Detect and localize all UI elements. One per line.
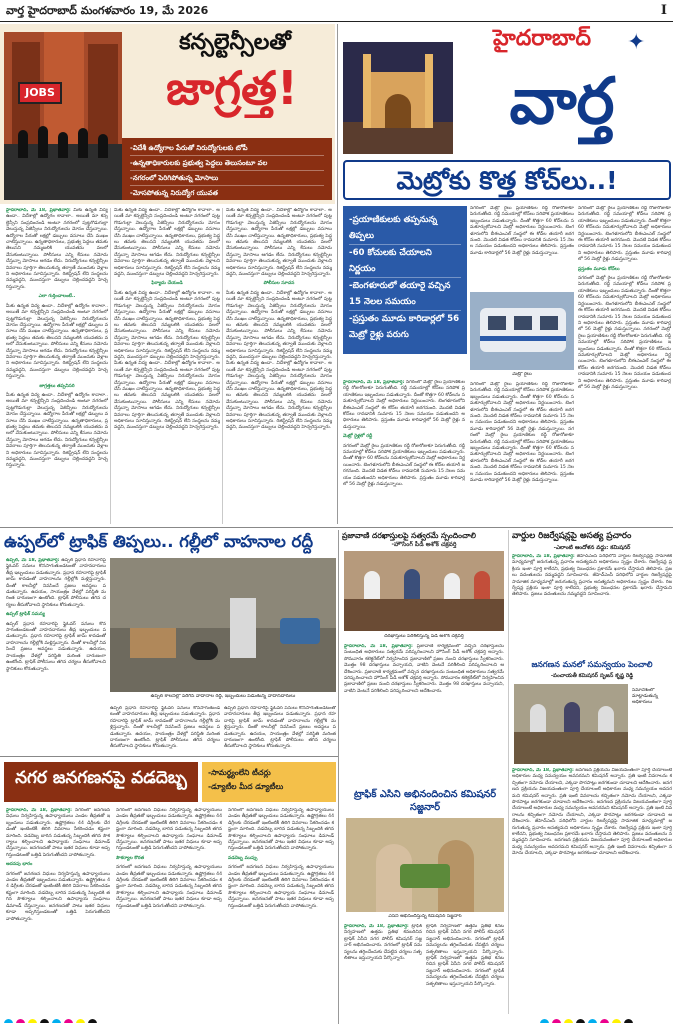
uppal-traffic-photo <box>110 558 336 692</box>
story5-col1 <box>344 924 422 1012</box>
story2-subhead: ప్రస్తుతం మూడు కోచ్‌లు <box>578 266 620 272</box>
story6-body2-block <box>512 768 672 1012</box>
story7-subhead: వడదెబ్బ ముప్పు <box>228 855 258 861</box>
story3-body: ఉప్పల్ ప్రధాన రహదారిపై ఫ్లైఓవర్ పనులు కొనసాగుతుండటంతో వాహనదారులు తీవ్ర ఇబ్బందులు పడుతున్నారు. ప్రధాన రహదారిపై ట్రాఫిక్ జామ్ కావడంతో వాహనాలను గల్లీల్లోకి మళ్లిస్తున్నారు. దీంతో కాలనీల్లో నివసించే ప్రజలు అవస్థలు పడుతున్నారు. ఉదయం, సాయంత్రం వేళల్లో పరిస్థితి మరింత దారుణంగా ఉంటోంది. ట్రాఫిక్ పోలీసులు తగిన చర్యలు తీసుకోవాలని స్థానికులు కోరుతున్నారు. <box>6 558 106 608</box>
story1-body: మీకు ఉన్నత విద్య ఉందా.. విదేశాల్లో ఉద్యోగం కావాలా.. అయితే మా కన్సల్టెన్సీని సంప్రదించండి అంటూ నగరంలో పుట్టగొడుగుల్లా వెలుస్తున్న ఏజెన్సీలు నిరుద్యోగులను మోసం చేస్తున్నాయి. ఉద్యోగాల పేరుతో లక్షల్లో డబ్బులు వసూలు చేసి ముఖం చాటేస్తున్నాయి. ఉన్నతాధికారులు, ప్రభుత్వ పెద్దలు తమకు తెలుసని నమ్మబలికి యువతను వలలో వేసుకుంటున్నాయి. పోలీసులు ఎన్ని కేసులు నమోదు చేస్తున్నా మోసాలు ఆగడం లేదు. నిరుద్యోగులు కన్సల్టెన్సీల వివరాలు పూర్తిగా తెలుసుకున్న తర్వాతే ముందుకు వెళ్లాలని అధికారులు సూచిస్తున్నారు. రిజిస్ట్రేషన్ లేని సంస్థలను నమ్మవద్దని, ముందస్తుగా డబ్బులు చెల్లించవద్దని హెచ్చరిస్తున్నారు. <box>6 208 108 290</box>
story4-body: ప్రజావాణి కార్యక్రమంలో వచ్చిన దరఖాస్తులను సంబంధిత అధికారులు సత్వరమే పరిష్కరించాలని హౌసింగ్ పీడీ అశోక్ చక్రవర్తి అన్నారు. సోమవారం కలెక్టరేట్‌లో నిర్వహించిన ప్రజావాణిలో ప్రజల నుంచి దరఖాస్తులు స్వీకరించారు. మొత్తం 98 దరఖాస్తులు వచ్చాయని, వాటిని వెంటనే పరిశీలించి పరిష్కరించాలని ఆదేశించారు. <box>344 644 504 675</box>
story7-bullet: -సామర్థ్యంలేని టీచర్లు <box>208 768 271 777</box>
story1-kicker: కన్సల్టెన్సీలతో <box>179 30 291 55</box>
story7-subhead: సౌకర్యాల కొరత <box>116 855 145 861</box>
story5-dateline: హైదరాబాద్, మే 18, ప్రభాతవార్త: <box>344 924 409 929</box>
story7-headline: నగర జనగణనపై వడదెబ్బ <box>15 768 187 788</box>
story1-body: మీకు ఉన్నత విద్య ఉందా.. విదేశాల్లో ఉద్యోగం కావాలా.. అయితే మా కన్సల్టెన్సీని సంప్రదించండి అంటూ నగరంలో పుట్టగొడుగుల్లా వెలుస్తున్న ఏజెన్సీలు నిరుద్యోగులను మోసం చేస్తున్నాయి. ఉద్యోగాల పేరుతో లక్షల్లో డబ్బులు వసూలు చేసి ముఖం చాటేస్తున్నాయి. ఉన్నతాధికారులు, ప్రభుత్వ పెద్దలు తమకు తెలుసని నమ్మబలికి యువతను వలలో వేసుకుంటున్నాయి. పోలీసులు ఎన్ని కేసులు నమోదు చేస్తున్నా మోసాలు ఆగడం లేదు. నిరుద్యోగులు కన్సల్టెన్సీల వివరాలు పూర్తిగా తెలుసుకున్న తర్వాతే ముందుకు వెళ్లాలని అధికారులు సూచిస్తున్నారు. రిజిస్ట్రేషన్ లేని సంస్థలను నమ్మవద్దని, ముందస్తుగా డబ్బులు చెల్లించవద్దని హెచ్చరిస్తున్నారు. <box>226 290 332 360</box>
story1-body: మీకు ఉన్నత విద్య ఉందా.. విదేశాల్లో ఉద్యోగం కావాలా.. అయితే మా కన్సల్టెన్సీని సంప్రదించండి అంటూ నగరంలో పుట్టగొడుగుల్లా వెలుస్తున్న ఏజెన్సీలు నిరుద్యోగులను మోసం చేస్తున్నాయి. ఉద్యోగాల పేరుతో లక్షల్లో డబ్బులు వసూలు చేసి ముఖం చాటేస్తున్నాయి. ఉన్నతాధికారులు, ప్రభుత్వ పెద్దలు తమకు తెలుసని నమ్మబలికి యువతను వలలో వేసుకుంటున్నాయి. పోలీసులు ఎన్ని కేసులు నమోదు చేస్తున్నా మోసాలు ఆగడం లేదు. నిరుద్యోగులు కన్సల్టెన్సీల వివరాలు పూర్తిగా తెలుసుకున్న తర్వాతే ముందుకు వెళ్లాలని అధికారులు సూచిస్తున్నారు. రిజిస్ట్రేషన్ లేని సంస్థలను నమ్మవద్దని, ముందస్తుగా డబ్బులు చెల్లించవద్దని హెచ్చరిస్తున్నారు. <box>6 392 108 469</box>
story7-col2 <box>116 808 222 1014</box>
story4-subline: -హౌసింగ్ పీడీ అశోక్ చక్రవర్తి <box>391 541 457 548</box>
prajavani-photo <box>344 551 504 631</box>
story1-subhead: ఎలా గుర్తించాలంటే.. <box>38 294 76 300</box>
story4-headline: ప్రజావాణి దరఖాస్తులపై సత్వరమే స్పందించాలి <box>342 531 476 540</box>
story6-photo-caption: సమావేశంలో మాట్లాడుతున్న అధికారులు <box>632 688 659 705</box>
story6-body: జీహెచ్ఎంసీ పరిధిలోని వార్డుల రిజర్వేషన్లపై సామాజిక మాధ్యమాల్లో జరుగుతున్న ప్రచారం అసత్యమని అధికారులు స్పష్టం చేశారు. రిజర్వేషన్ల ప్రక్రియ ఇంకా పూర్తి కాలేదని, ప్రభుత్వ నిబంధనల ప్రకారమే ఖరారు చేస్తామని తెలిపారు. ప్రజలు వదంతులను నమ్మవద్దని సూచించారు. <box>512 554 672 579</box>
story1-headline: జాగ్రత్త! <box>166 61 298 115</box>
story5-col2 <box>426 924 504 1012</box>
story1-bullet: -విదేశీ ఉద్యోగాల పేరుతో నిరుద్యోగులకు టోపీ <box>130 141 324 156</box>
story5-body: ట్రాఫిక్ నిర్వహణలో ఉత్తమ ప్రతిభ కనబరిచిన ట్రాఫిక్ ఏసీని నగర పోలీస్ కమిషనర్ సజ్జనార్ అభినందించారు. నగరంలో ట్రాఫిక్ సమస్యలను తగ్గించేందుకు చేపట్టిన చర్యలు సత్ఫలితాలు ఇస్తున్నాయని పేర్కొన్నారు. <box>426 924 504 955</box>
story6-dateline: హైదరాబాద్, మే 18, ప్రభాతవార్త: <box>512 768 574 773</box>
story6-body2: జనగణన ప్రక్రియను విజయవంతంగా పూర్తి చేయాలంటే అధికారుల మధ్య సమన్వయం అవసరమని కమిషనర్ అన్నారు. ప్రతి ఇంటి వివరాలను కచ్చితంగా నమోదు చేయాలని, ఎక్కడా పొరపాట్లు జరగకుండా చూడాలని ఆదేశించారు. <box>512 780 672 806</box>
story7-headline-box <box>4 762 198 802</box>
story2-col-right <box>578 206 671 524</box>
story2-dateline: హైదరాబాద్, మే 18, ప్రభాతవార్త: <box>343 380 405 385</box>
story3-body: ఉప్పల్ ప్రధాన రహదారిపై ఫ్లైఓవర్ పనులు కొనసాగుతుండటంతో వాహనదారులు తీవ్ర ఇబ్బందులు పడుతున్నారు. ప్రధాన రహదారిపై ట్రాఫిక్ జామ్ కావడంతో వాహనాలను గల్లీల్లోకి మళ్లిస్తున్నారు. దీంతో కాలనీల్లో నివసించే ప్రజలు అవస్థలు పడుతున్నారు. ఉదయం, సాయంత్రం వేళల్లో పరిస్థితి మరింత దారుణంగా ఉంటోంది. ట్రాఫిక్ పోలీసులు తగిన చర్యలు తీసుకోవాలని స్థానికులు కోరుతున్నారు. <box>224 706 336 750</box>
story1-body: మీకు ఉన్నత విద్య ఉందా.. విదేశాల్లో ఉద్యోగం కావాలా.. అయితే మా కన్సల్టెన్సీని సంప్రదించండి అంటూ నగరంలో పుట్టగొడుగుల్లా వెలుస్తున్న ఏజెన్సీలు నిరుద్యోగులను మోసం చేస్తున్నాయి. ఉద్యోగాల పేరుతో లక్షల్లో డబ్బులు వసూలు చేసి ముఖం చాటేస్తున్నాయి. ఉన్నతాధికారులు, ప్రభుత్వ పెద్దలు తమకు తెలుసని నమ్మబలికి యువతను వలలో వేసుకుంటున్నాయి. పోలీసులు ఎన్ని కేసులు నమోదు చేస్తున్నా మోసాలు ఆగడం లేదు. నిరుద్యోగులు కన్సల్టెన్సీల వివరాలు పూర్తిగా తెలుసుకున్న తర్వాతే ముందుకు వెళ్లాలని అధికారులు సూచిస్తున్నారు. రిజిస్ట్రేషన్ లేని సంస్థలను నమ్మవద్దని, ముందస్తుగా డబ్బులు చెల్లించవద్దని హెచ్చరిస్తున్నారు. <box>114 290 220 360</box>
story2-bullet: -ప్రస్తుతం మూడు కారిడార్లలో 56 మెట్రో రైళ్లు పరుగు <box>349 314 460 340</box>
story7-bullets <box>202 762 336 802</box>
story2-body: నగరంలో మెట్రో రైలు ప్రయాణికుల రద్దీ రోజురోజుకూ పెరుగుతోంది. రద్దీ సమయాల్లో కోచ్‌లు సరిపోక ప్రయాణికులు ఇబ్బందులు పడుతున్నారు. దీంతో కొత్తగా 60 కోచ్‌లను సమకూర్చుకోవాలని మెట్రో అధికారులు నిర్ణయించారు. బెంగళూరులోని బీఈఎంఎల్ సంస్థలో ఈ కోచ్‌ల తయారీ జరగనుంది. మొదటి విడత కోచ్‌లు రావడానికి సుమారు 15 నెలల సమయం పడుతుందని అధికారులు తెలిపారు. ప్రస్తుతం మూడు కారిడార్లలో 56 మెట్రో రైళ్లు నడుస్తున్నాయి. <box>470 426 574 484</box>
masthead-bar <box>0 0 673 22</box>
story7-bullet: -డ్యూటీల మీద డ్యూటీలు <box>208 782 284 791</box>
masthead-text: వార్త హైదరాబాద్ మంగళవారం 19, మే 2026 <box>6 4 209 17</box>
story6-headline: వార్డుల రిజర్వేషన్లపై అసత్య ప్రచారం <box>512 531 632 541</box>
story1-body: మీకు ఉన్నత విద్య ఉందా.. విదేశాల్లో ఉద్యోగం కావాలా.. అయితే మా కన్సల్టెన్సీని సంప్రదించండి అంటూ నగరంలో పుట్టగొడుగుల్లా వెలుస్తున్న ఏజెన్సీలు నిరుద్యోగులను మోసం చేస్తున్నాయి. ఉద్యోగాల పేరుతో లక్షల్లో డబ్బులు వసూలు చేసి ముఖం చాటేస్తున్నాయి. ఉన్నతాధికారులు, ప్రభుత్వ పెద్దలు తమకు తెలుసని నమ్మబలికి యువతను వలలో వేసుకుంటున్నాయి. పోలీసులు ఎన్ని కేసులు నమోదు చేస్తున్నా మోసాలు ఆగడం లేదు. నిరుద్యోగులు కన్సల్టెన్సీల వివరాలు పూర్తిగా తెలుసుకున్న తర్వాతే ముందుకు వెళ్లాలని అధికారులు సూచిస్తున్నారు. రిజిస్ట్రేషన్ లేని సంస్థలను నమ్మవద్దని, ముందస్తుగా డబ్బులు చెల్లించవద్దని హెచ్చరిస్తున్నారు. <box>226 208 332 278</box>
story2-bullet: -60 కోచులకు చేయాలని నిర్ణయం <box>349 245 461 278</box>
story1-subhead: జాగ్రత్తలు తప్పనిసరి <box>39 383 75 389</box>
story1-body: మీకు ఉన్నత విద్య ఉందా.. విదేశాల్లో ఉద్యోగం కావాలా.. అయితే మా కన్సల్టెన్సీని సంప్రదించండి అంటూ నగరంలో పుట్టగొడుగుల్లా వెలుస్తున్న ఏజెన్సీలు నిరుద్యోగులను మోసం చేస్తున్నాయి. ఉద్యోగాల పేరుతో లక్షల్లో డబ్బులు వసూలు చేసి ముఖం చాటేస్తున్నాయి. ఉన్నతాధికారులు, ప్రభుత్వ పెద్దలు తమకు తెలుసని నమ్మబలికి యువతను వలలో వేసుకుంటున్నాయి. పోలీసులు ఎన్ని కేసులు నమోదు చేస్తున్నా మోసాలు ఆగడం లేదు. నిరుద్యోగులు కన్సల్టెన్సీల వివరాలు పూర్తిగా తెలుసుకున్న తర్వాతే ముందుకు వెళ్లాలని అధికారులు సూచిస్తున్నారు. రిజిస్ట్రేషన్ లేని సంస్థలను నమ్మవద్దని, ముందస్తుగా డబ్బులు చెల్లించవద్దని హెచ్చరిస్తున్నారు. <box>226 361 332 431</box>
brand-block <box>341 26 673 156</box>
story3-col3 <box>224 706 336 752</box>
commissioner-photo <box>346 818 504 912</box>
story7-col3 <box>228 808 334 1014</box>
story2-col-left <box>343 380 465 524</box>
story1-col1 <box>6 208 108 524</box>
story7-col1 <box>6 808 110 1014</box>
jobs-sign: JOBS <box>18 82 62 104</box>
story1-bullets <box>122 138 332 200</box>
story6-body-block <box>512 554 672 656</box>
story6-body: జీహెచ్ఎంసీ పరిధిలోని వార్డుల రిజర్వేషన్లపై సామాజిక మాధ్యమాల్లో జరుగుతున్న ప్రచారం అసత్యమని అధికారులు స్పష్టం చేశారు. రిజర్వేషన్ల ప్రక్రియ ఇంకా పూర్తి కాలేదని, ప్రభుత్వ నిబంధనల ప్రకారమే ఖరారు చేస్తామని తెలిపారు. ప్రజలు వదంతులను నమ్మవద్దని సూచించారు. <box>512 819 672 844</box>
story3-subhead: ఉప్పల్ ట్రాఫిక్ సమస్య <box>6 612 45 618</box>
story1-banner <box>0 24 335 204</box>
story4-body: ప్రజావాణి కార్యక్రమంలో వచ్చిన దరఖాస్తులను సంబంధిత అధికారులు సత్వరమే పరిష్కరించాలని హౌసింగ్ పీడీ అశోక్ చక్రవర్తి అన్నారు. సోమవారం కలెక్టరేట్‌లో నిర్వహించిన ప్రజావాణిలో ప్రజల నుంచి దరఖాస్తులు స్వీకరించారు. మొత్తం 98 దరఖాస్తులు వచ్చాయని, వాటిని వెంటనే పరిశీలించి పరిష్కరించాలని ఆదేశించారు. <box>344 669 504 694</box>
bird-icon: ✦ <box>627 32 646 54</box>
story7-subhead: అదనపు భారం <box>6 862 33 868</box>
story1-col3 <box>226 208 332 524</box>
story1-subhead: పోలీసుల సూచన <box>263 281 295 287</box>
story3-dateline: ఉప్పల్, మే 18, ప్రభాతవార్త: <box>6 558 60 563</box>
story4-dateline: హైదరాబాద్, మే 18, ప్రభాతవార్త: <box>344 644 413 649</box>
story6-subhead: జనగణన మనలో సమన్వయం పెంచాలి <box>531 660 653 669</box>
story5-headline: ట్రాఫిక్ ఎసిని అభినందించిన కమిషనర్ సజ్జనార్ <box>353 789 497 813</box>
story2-bullets <box>343 206 467 354</box>
story1-bullet: -నగరంలో పెరిగిపోతున్న మోసాలు <box>130 171 324 186</box>
story3-col2 <box>110 706 220 752</box>
story2-body: నగరంలో మెట్రో రైలు ప్రయాణికుల రద్దీ రోజురోజుకూ పెరుగుతోంది. రద్దీ సమయాల్లో కోచ్‌లు సరిపోక ప్రయాణికులు ఇబ్బందులు పడుతున్నారు. దీంతో కొత్తగా 60 కోచ్‌లను సమకూర్చుకోవాలని మెట్రో అధికారులు నిర్ణయించారు. బెంగళూరులోని బీఈఎంఎల్ సంస్థలో ఈ కోచ్‌ల తయారీ జరగనుంది. మొదటి విడత కోచ్‌లు రావడానికి సుమారు 15 నెలల సమయం పడుతుందని అధికారులు తెలిపారు. ప్రస్తుతం మూడు కారిడార్లలో 56 మెట్రో రైళ్లు నడుస్తున్నాయి. <box>343 443 465 488</box>
meeting-photo <box>514 684 628 764</box>
story6-body2: జనగణన ప్రక్రియను విజయవంతంగా పూర్తి చేయాలంటే అధికారుల మధ్య సమన్వయం అవసరమని కమిషనర్ అన్నారు. ప్రతి ఇంటి వివరాలను కచ్చితంగా నమోదు చేయాలని, ఎక్కడా పొరపాట్లు జరగకుండా చూడాలని ఆదేశించారు. <box>512 768 672 786</box>
story2-photo-caption: మెట్రో రైలు <box>512 372 532 377</box>
story6-subline2: -పంచాయతీ కమిషనర్ సృజన్ కృష్ణ రెడ్డి <box>550 673 634 679</box>
story2-bullet: -ప్రయాణికులకు తప్పనున్న తిప్పలు <box>349 212 461 245</box>
charminar-photo <box>343 42 453 154</box>
story2-body: నగరంలో మెట్రో రైలు ప్రయాణికుల రద్దీ రోజురోజుకూ పెరుగుతోంది. రద్దీ సమయాల్లో కోచ్‌లు సరిపోక ప్రయాణికులు ఇబ్బందులు పడుతున్నారు. దీంతో కొత్తగా 60 కోచ్‌లను సమకూర్చుకోవాలని మెట్రో అధికారులు నిర్ణయించారు. బెంగళూరులోని బీఈఎంఎల్ సంస్థలో ఈ కోచ్‌ల తయారీ జరగనుంది. మొదటి విడత కోచ్‌లు రావడానికి సుమారు 15 నెలల సమయం పడుతుందని అధికారులు తెలిపారు. ప్రస్తుతం మూడు కారిడార్లలో 56 మెట్రో రైళ్లు నడుస్తున్నాయి. <box>578 276 671 333</box>
story2-body: నగరంలో మెట్రో రైలు ప్రయాణికుల రద్దీ రోజురోజుకూ పెరుగుతోంది. రద్దీ సమయాల్లో కోచ్‌లు సరిపోక ప్రయాణికులు ఇబ్బందులు పడుతున్నారు. దీంతో కొత్తగా 60 కోచ్‌లను సమకూర్చుకోవాలని మెట్రో అధికారులు నిర్ణయించారు. బెంగళూరులోని బీఈఎంఎల్ సంస్థలో ఈ కోచ్‌ల తయారీ జరగనుంది. మొదటి విడత కోచ్‌లు రావడానికి సుమారు 15 నెలల సమయం పడుతుందని అధికారులు తెలిపారు. ప్రస్తుతం మూడు కారిడార్లలో 56 మెట్రో రైళ్లు నడుస్తున్నాయి. <box>470 206 574 256</box>
story2-headline-box <box>343 160 671 200</box>
story6-body2: జనగణన ప్రక్రియను విజయవంతంగా పూర్తి చేయాలంటే అధికారుల మధ్య సమన్వయం అవసరమని కమిషనర్ అన్నారు. ప్రతి ఇంటి వివరాలను కచ్చితంగా నమోదు చేయాలని, ఎక్కడా పొరపాట్లు జరగకుండా చూడాలని ఆదేశించారు. <box>512 838 672 857</box>
metro-photo <box>470 292 574 370</box>
story1-body: మీకు ఉన్నత విద్య ఉందా.. విదేశాల్లో ఉద్యోగం కావాలా.. అయితే మా కన్సల్టెన్సీని సంప్రదించండి అంటూ నగరంలో పుట్టగొడుగుల్లా వెలుస్తున్న ఏజెన్సీలు నిరుద్యోగులను మోసం చేస్తున్నాయి. ఉద్యోగాల పేరుతో లక్షల్లో డబ్బులు వసూలు చేసి ముఖం చాటేస్తున్నాయి. ఉన్నతాధికారులు, ప్రభుత్వ పెద్దలు తమకు తెలుసని నమ్మబలికి యువతను వలలో వేసుకుంటున్నాయి. పోలీసులు ఎన్ని కేసులు నమోదు చేస్తున్నా మోసాలు ఆగడం లేదు. నిరుద్యోగులు కన్సల్టెన్సీల వివరాలు పూర్తిగా తెలుసుకున్న తర్వాతే ముందుకు వెళ్లాలని అధికారులు సూచిస్తున్నారు. రిజిస్ట్రేషన్ లేని సంస్థలను నమ్మవద్దని, ముందస్తుగా డబ్బులు చెల్లించవద్దని హెచ్చరిస్తున్నారు. <box>6 303 108 380</box>
story2-body: నగరంలో మెట్రో రైలు ప్రయాణికుల రద్దీ రోజురోజుకూ పెరుగుతోంది. రద్దీ సమయాల్లో కోచ్‌లు సరిపోక ప్రయాణికులు ఇబ్బందులు పడుతున్నారు. దీంతో కొత్తగా 60 కోచ్‌లను సమకూర్చుకోవాలని మెట్రో అధికారులు నిర్ణయించారు. బెంగళూరులోని బీఈఎంఎల్ సంస్థలో ఈ కోచ్‌ల తయారీ జరగనుంది. మొదటి విడత కోచ్‌లు రావడానికి సుమారు 15 నెలల సమయం పడుతుందని అధికారులు తెలిపారు. ప్రస్తుతం మూడు కారిడార్లలో 56 మెట్రో రైళ్లు నడుస్తున్నాయి. <box>343 380 465 430</box>
story3-col1 <box>6 558 106 750</box>
story1-dateline: హైదరాబాద్, మే 18, ప్రభాతవార్త: <box>6 208 71 213</box>
story2-subhead: మెట్రో రైళ్లలో రద్దీ <box>343 434 373 440</box>
story7-body: నగరంలో జనగణన విధులు నిర్వహిస్తున్న ఉపాధ్యాయులు ఎండల తీవ్రతతో ఇబ్బందులు పడుతున్నారు. ఉష్ణోగ్రతలు 44 డిగ్రీలకు చేరడంతో ఇంటింటికీ తిరిగి వివరాలు సేకరించడం కష్టంగా మారింది. వడదెబ్బ బారిన పడుతున్న సిబ్బందికి తగిన సౌకర్యాలు కల్పించాలని ఉపాధ్యాయ సంఘాలు డిమాండ్ చేస్తున్నాయి. జనగణనతో పాటు ఇతర విధులు కూడా అప్పగిస్తుండటంతో ఒత్తిడి పెరుగుతోందని వాపోతున్నారు. <box>6 871 110 922</box>
story6-body2: జనగణన ప్రక్రియను విజయవంతంగా పూర్తి చేయాలంటే అధికారుల మధ్య సమన్వయం అవసరమని కమిషనర్ అన్నారు. ప్రతి ఇంటి వివరాలను కచ్చితంగా నమోదు చేయాలని, ఎక్కడా పొరపాట్లు జరగకుండా చూడాలని ఆదేశించారు. <box>512 800 672 825</box>
story6-body: జీహెచ్ఎంసీ పరిధిలోని వార్డుల రిజర్వేషన్లపై సామాజిక మాధ్యమాల్లో జరుగుతున్న ప్రచారం అసత్యమని అధికారులు స్పష్టం చేశారు. రిజర్వేషన్ల ప్రక్రియ ఇంకా పూర్తి కాలేదని, ప్రభుత్వ నిబంధనల ప్రకారమే ఖరారు చేస్తామని తెలిపారు. ప్రజలు వదంతులను నమ్మవద్దని సూచించారు. <box>512 573 672 598</box>
story1-bullet: -మోసపోతున్న నిరుద్యోగ యువత <box>130 189 218 197</box>
color-registration-marks <box>540 1013 670 1023</box>
story5-body: ట్రాఫిక్ నిర్వహణలో ఉత్తమ ప్రతిభ కనబరిచిన ట్రాఫిక్ ఏసీని నగర పోలీస్ కమిషనర్ సజ్జనార్ అభినందించారు. నగరంలో ట్రాఫిక్ సమస్యలను తగ్గించేందుకు చేపట్టిన చర్యలు సత్ఫలితాలు ఇస్తున్నాయని పేర్కొన్నారు. <box>344 924 422 962</box>
story1-body: మీకు ఉన్నత విద్య ఉందా.. విదేశాల్లో ఉద్యోగం కావాలా.. అయితే మా కన్సల్టెన్సీని సంప్రదించండి అంటూ నగరంలో పుట్టగొడుగుల్లా వెలుస్తున్న ఏజెన్సీలు నిరుద్యోగులను మోసం చేస్తున్నాయి. ఉద్యోగాల పేరుతో లక్షల్లో డబ్బులు వసూలు చేసి ముఖం చాటేస్తున్నాయి. ఉన్నతాధికారులు, ప్రభుత్వ పెద్దలు తమకు తెలుసని నమ్మబలికి యువతను వలలో వేసుకుంటున్నాయి. పోలీసులు ఎన్ని కేసులు నమోదు చేస్తున్నా మోసాలు ఆగడం లేదు. నిరుద్యోగులు కన్సల్టెన్సీల వివరాలు పూర్తిగా తెలుసుకున్న తర్వాతే ముందుకు వెళ్లాలని అధికారులు సూచిస్తున్నారు. రిజిస్ట్రేషన్ లేని సంస్థలను నమ్మవద్దని, ముందస్తుగా డబ్బులు చెల్లించవద్దని హెచ్చరిస్తున్నారు. <box>114 361 220 431</box>
color-registration-marks <box>4 1013 164 1023</box>
story7-body: నగరంలో జనగణన విధులు నిర్వహిస్తున్న ఉపాధ్యాయులు ఎండల తీవ్రతతో ఇబ్బందులు పడుతున్నారు. ఉష్ణోగ్రతలు 44 డిగ్రీలకు చేరడంతో ఇంటింటికీ తిరిగి వివరాలు సేకరించడం కష్టంగా మారింది. వడదెబ్బ బారిన పడుతున్న సిబ్బందికి తగిన సౌకర్యాలు కల్పించాలని ఉపాధ్యాయ సంఘాలు డిమాండ్ చేస్తున్నాయి. జనగణనతో పాటు ఇతర విధులు కూడా అప్పగిస్తుండటంతో ఒత్తిడి పెరుగుతోందని వాపోతున్నారు. <box>116 865 222 909</box>
brand-city: హైదరాబాద్ <box>493 26 591 51</box>
story1-bullet: -ఉన్నతాధికారులకు ప్రభుత్వ పెద్దలు తెలుసంటూ వల <box>130 156 324 171</box>
story2-body: నగరంలో మెట్రో రైలు ప్రయాణికుల రద్దీ రోజురోజుకూ పెరుగుతోంది. రద్దీ సమయాల్లో కోచ్‌లు సరిపోక ప్రయాణికులు ఇబ్బందులు పడుతున్నారు. దీంతో కొత్తగా 60 కోచ్‌లను సమకూర్చుకోవాలని మెట్రో అధికారులు నిర్ణయించారు. బెంగళూరులోని బీఈఎంఎల్ సంస్థలో ఈ కోచ్‌ల తయారీ జరగనుంది. మొదటి విడత కోచ్‌లు రావడానికి సుమారు 15 నెలల సమయం పడుతుందని అధికారులు తెలిపారు. ప్రస్తుతం మూడు కారిడార్లలో 56 మెట్రో రైళ్లు నడుస్తున్నాయి. <box>578 206 671 263</box>
story1-col2 <box>114 208 220 524</box>
story3-body: ఉప్పల్ ప్రధాన రహదారిపై ఫ్లైఓవర్ పనులు కొనసాగుతుండటంతో వాహనదారులు తీవ్ర ఇబ్బందులు పడుతున్నారు. ప్రధాన రహదారిపై ట్రాఫిక్ జామ్ కావడంతో వాహనాలను గల్లీల్లోకి మళ్లిస్తున్నారు. దీంతో కాలనీల్లో నివసించే ప్రజలు అవస్థలు పడుతున్నారు. ఉదయం, సాయంత్రం వేళల్లో పరిస్థితి మరింత దారుణంగా ఉంటోంది. ట్రాఫిక్ పోలీసులు తగిన చర్యలు తీసుకోవాలని స్థానికులు కోరుతున్నారు. <box>6 621 106 672</box>
story4-body-block <box>344 644 504 784</box>
story2-col-mid2 <box>470 382 574 524</box>
story7-body: నగరంలో జనగణన విధులు నిర్వహిస్తున్న ఉపాధ్యాయులు ఎండల తీవ్రతతో ఇబ్బందులు పడుతున్నారు. ఉష్ణోగ్రతలు 44 డిగ్రీలకు చేరడంతో ఇంటింటికీ తిరిగి వివరాలు సేకరించడం కష్టంగా మారింది. వడదెబ్బ బారిన పడుతున్న సిబ్బందికి తగిన సౌకర్యాలు కల్పించాలని ఉపాధ్యాయ సంఘాలు డిమాండ్ చేస్తున్నాయి. జనగణనతో పాటు ఇతర విధులు కూడా అప్పగిస్తుండటంతో ఒత్తిడి పెరుగుతోందని వాపోతున్నారు. <box>228 808 334 852</box>
story7-body: నగరంలో జనగణన విధులు నిర్వహిస్తున్న ఉపాధ్యాయులు ఎండల తీవ్రతతో ఇబ్బందులు పడుతున్నారు. ఉష్ణోగ్రతలు 44 డిగ్రీలకు చేరడంతో ఇంటింటికీ తిరిగి వివరాలు సేకరించడం కష్టంగా మారింది. వడదెబ్బ బారిన పడుతున్న సిబ్బందికి తగిన సౌకర్యాలు కల్పించాలని ఉపాధ్యాయ సంఘాలు డిమాండ్ చేస్తున్నాయి. జనగణనతో పాటు ఇతర విధులు కూడా అప్పగిస్తుండటంతో ఒత్తిడి పెరుగుతోందని వాపోతున్నారు. <box>228 865 334 909</box>
story5-body: ట్రాఫిక్ నిర్వహణలో ఉత్తమ ప్రతిభ కనబరిచిన ట్రాఫిక్ ఏసీని నగర పోలీస్ కమిషనర్ సజ్జనార్ అభినందించారు. నగరంలో ట్రాఫిక్ సమస్యలను తగ్గించేందుకు చేపట్టిన చర్యలు సత్ఫలితాలు ఇస్తున్నాయని పేర్కొన్నారు. <box>426 956 504 987</box>
story4-photo-caption: దరఖాస్తులు పరిశీలిస్తున్న పీడీ అశోక్ చక్రవర్తి <box>384 634 464 639</box>
jobs-illustration <box>4 32 122 200</box>
story3-body: ఉప్పల్ ప్రధాన రహదారిపై ఫ్లైఓవర్ పనులు కొనసాగుతుండటంతో వాహనదారులు తీవ్ర ఇబ్బందులు పడుతున్నారు. ప్రధాన రహదారిపై ట్రాఫిక్ జామ్ కావడంతో వాహనాలను గల్లీల్లోకి మళ్లిస్తున్నారు. దీంతో కాలనీల్లో నివసించే ప్రజలు అవస్థలు పడుతున్నారు. ఉదయం, సాయంత్రం వేళల్లో పరిస్థితి మరింత దారుణంగా ఉంటోంది. ట్రాఫిక్ పోలీసులు తగిన చర్యలు తీసుకోవాలని స్థానికులు కోరుతున్నారు. <box>110 706 220 750</box>
story1-subhead: ఫిర్యాదు చేయండి <box>151 281 183 287</box>
story6-subline: -ఎలాంటి ఆందోళన వద్దు: కమిషనర్ <box>553 545 631 551</box>
story7-body: నగరంలో జనగణన విధులు నిర్వహిస్తున్న ఉపాధ్యాయులు ఎండల తీవ్రతతో ఇబ్బందులు పడుతున్నారు. ఉష్ణోగ్రతలు 44 డిగ్రీలకు చేరడంతో ఇంటింటికీ తిరిగి వివరాలు సేకరించడం కష్టంగా మారింది. వడదెబ్బ బారిన పడుతున్న సిబ్బందికి తగిన సౌకర్యాలు కల్పించాలని ఉపాధ్యాయ సంఘాలు డిమాండ్ చేస్తున్నాయి. జనగణనతో పాటు ఇతర విధులు కూడా అప్పగిస్తుండటంతో ఒత్తిడి పెరుగుతోందని వాపోతున్నారు. <box>116 808 222 852</box>
page-number: I <box>660 3 667 18</box>
story6-dateline: హైదరాబాద్, మే 18, ప్రభాతవార్త: <box>512 554 575 559</box>
story3-photo-caption: ఉప్పల్ కాలనీల్లో పెరిగిన వాహనాల రద్దీ, ఇబ్బందులు పడుతున్న వాహనదారులు <box>150 694 296 699</box>
story2-bullet: -బెంగళూరులో తయారై వచ్చిన 15 నెలల సమయం <box>349 278 461 311</box>
story2-col-mid <box>470 206 574 290</box>
story7-body: నగరంలో జనగణన విధులు నిర్వహిస్తున్న ఉపాధ్యాయులు ఎండల తీవ్రతతో ఇబ్బందులు పడుతున్నారు. ఉష్ణోగ్రతలు 44 డిగ్రీలకు చేరడంతో ఇంటింటికీ తిరిగి వివరాలు సేకరించడం కష్టంగా మారింది. వడదెబ్బ బారిన పడుతున్న సిబ్బందికి తగిన సౌకర్యాలు కల్పించాలని ఉపాధ్యాయ సంఘాలు డిమాండ్ చేస్తున్నాయి. జనగణనతో పాటు ఇతర విధులు కూడా అప్పగిస్తుండటంతో ఒత్తిడి పెరుగుతోందని వాపోతున్నారు. <box>6 808 110 858</box>
story2-headline: మెట్రోకు కొత్త కోచ్‌లు..! <box>396 166 618 195</box>
brand-name: వార్త <box>509 65 615 139</box>
story3-headline: ఉప్పల్‌లో ట్రాఫిక్ తిప్పలు.. గల్లీలో వాహనాల రద్దీ <box>4 532 313 551</box>
story5-photo-caption: ఏసీని అభినందిస్తున్న కమిషనర్ సజ్జనార్ <box>388 914 462 919</box>
story2-body: నగరంలో మెట్రో రైలు ప్రయాణికుల రద్దీ రోజురోజుకూ పెరుగుతోంది. రద్దీ సమయాల్లో కోచ్‌లు సరిపోక ప్రయాణికులు ఇబ్బందులు పడుతున్నారు. దీంతో కొత్తగా 60 కోచ్‌లను సమకూర్చుకోవాలని మెట్రో అధికారులు నిర్ణయించారు. బెంగళూరులోని బీఈఎంఎల్ సంస్థలో ఈ కోచ్‌ల తయారీ జరగనుంది. మొదటి విడత కోచ్‌లు రావడానికి సుమారు 15 నెలల సమయం పడుతుందని అధికారులు తెలిపారు. ప్రస్తుతం మూడు కారిడార్లలో 56 మెట్రో రైళ్లు నడుస్తున్నాయి. <box>470 382 574 432</box>
story1-body: మీకు ఉన్నత విద్య ఉందా.. విదేశాల్లో ఉద్యోగం కావాలా.. అయితే మా కన్సల్టెన్సీని సంప్రదించండి అంటూ నగరంలో పుట్టగొడుగుల్లా వెలుస్తున్న ఏజెన్సీలు నిరుద్యోగులను మోసం చేస్తున్నాయి. ఉద్యోగాల పేరుతో లక్షల్లో డబ్బులు వసూలు చేసి ముఖం చాటేస్తున్నాయి. ఉన్నతాధికారులు, ప్రభుత్వ పెద్దలు తమకు తెలుసని నమ్మబలికి యువతను వలలో వేసుకుంటున్నాయి. పోలీసులు ఎన్ని కేసులు నమోదు చేస్తున్నా మోసాలు ఆగడం లేదు. నిరుద్యోగులు కన్సల్టెన్సీల వివరాలు పూర్తిగా తెలుసుకున్న తర్వాతే ముందుకు వెళ్లాలని అధికారులు సూచిస్తున్నారు. రిజిస్ట్రేషన్ లేని సంస్థలను నమ్మవద్దని, ముందస్తుగా డబ్బులు చెల్లించవద్దని హెచ్చరిస్తున్నారు. <box>114 208 220 278</box>
story2-body: నగరంలో మెట్రో రైలు ప్రయాణికుల రద్దీ రోజురోజుకూ పెరుగుతోంది. రద్దీ సమయాల్లో కోచ్‌లు సరిపోక ప్రయాణికులు ఇబ్బందులు పడుతున్నారు. దీంతో కొత్తగా 60 కోచ్‌లను సమకూర్చుకోవాలని మెట్రో అధికారులు నిర్ణయించారు. బెంగళూరులోని బీఈఎంఎల్ సంస్థలో ఈ కోచ్‌ల తయారీ జరగనుంది. మొదటి విడత కోచ్‌లు రావడానికి సుమారు 15 నెలల సమయం పడుతుందని అధికారులు తెలిపారు. ప్రస్తుతం మూడు కారిడార్లలో 56 మెట్రో రైళ్లు నడుస్తున్నాయి. <box>578 327 671 390</box>
story7-dateline: హైదరాబాద్, మే 18, ప్రభాతవార్త: <box>6 808 72 813</box>
